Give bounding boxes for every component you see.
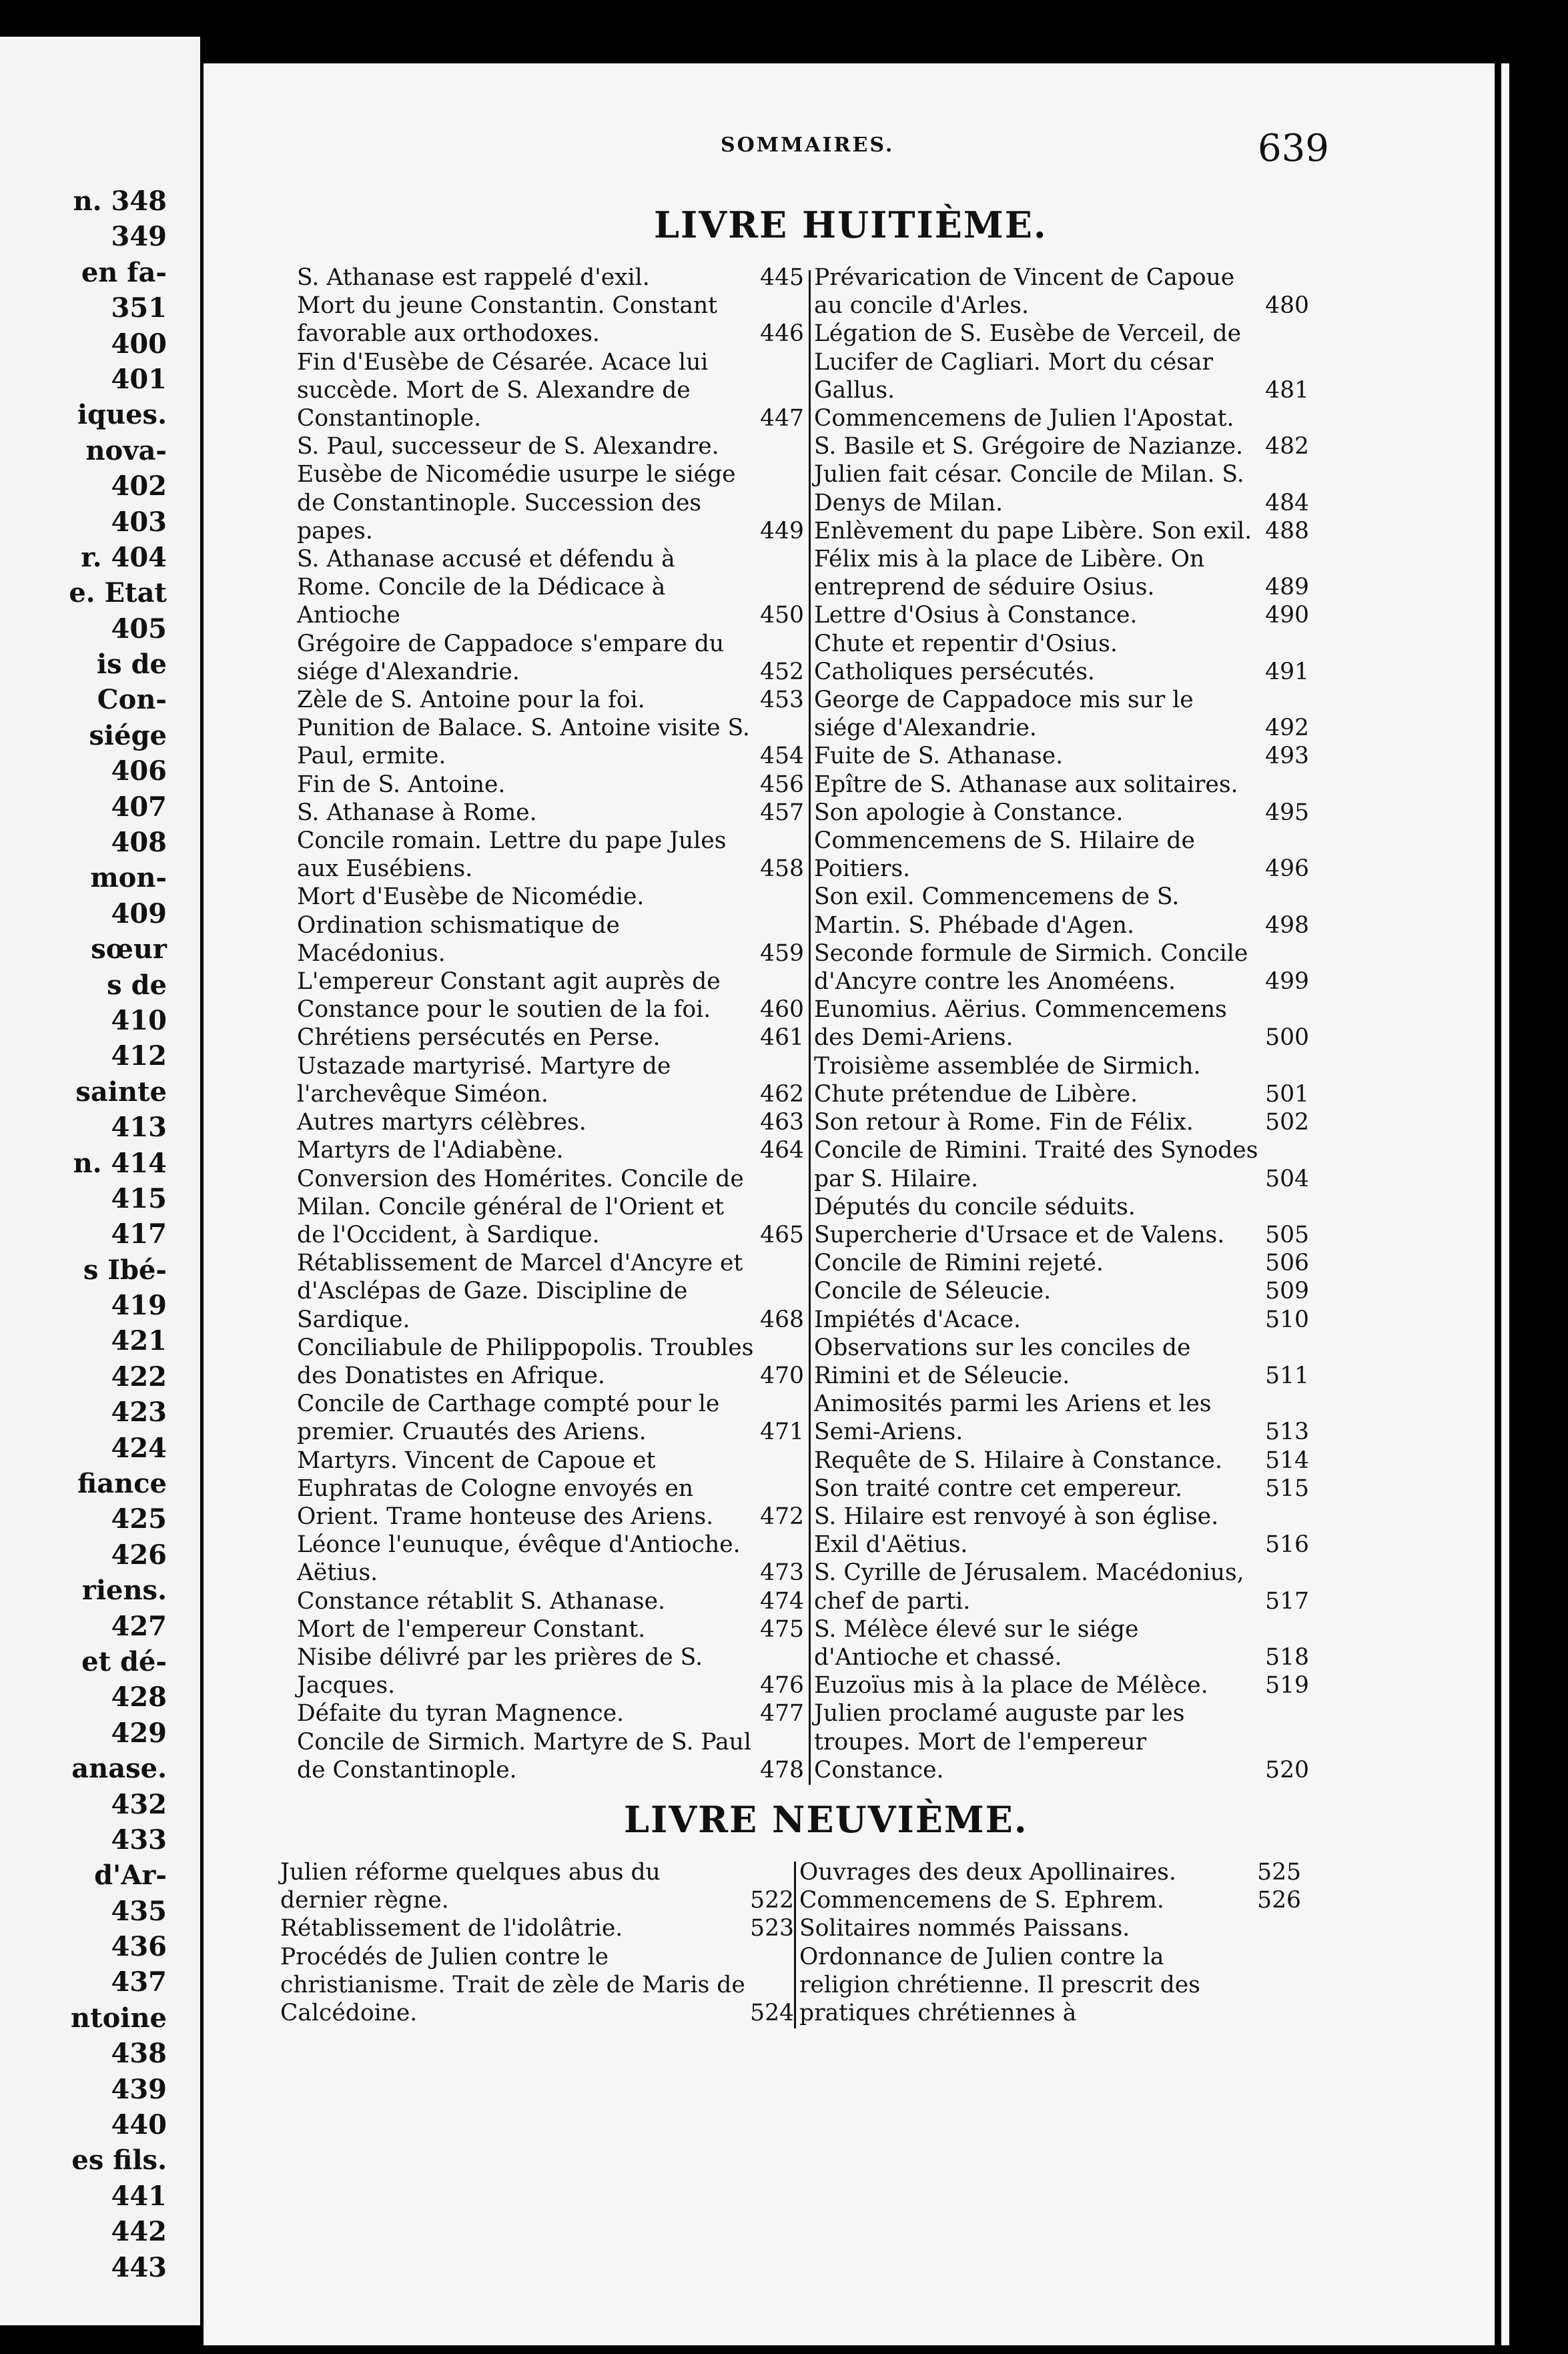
toc-entry-page: 478 (760, 1756, 804, 1784)
toc-entry-page: 463 (760, 1109, 804, 1136)
toc-entry-text: Punition de Balace. S. Antoine visite S. Paul, ermite. (297, 715, 750, 770)
toc-entry-page: 445 (760, 264, 804, 291)
toc-entry (814, 517, 1309, 545)
toc-entry-text: Ouvrages des deux Apollinaires. (799, 1859, 1176, 1886)
facing-page-line: is de (96, 649, 167, 680)
toc-entry-text: Nisibe délivré par les prières de S. Jacques. (297, 1643, 703, 1699)
toc-entry (297, 1699, 804, 1727)
toc-entry-page: 519 (1265, 1672, 1309, 1699)
toc-entry (297, 545, 804, 630)
page-edge (1509, 63, 1515, 2345)
toc-entry (814, 742, 1309, 770)
book8-left-column (297, 264, 804, 1784)
toc-entry (814, 601, 1309, 629)
toc-entry (814, 545, 1309, 601)
toc-entry-page: 462 (760, 1080, 804, 1108)
toc-entry-page: 472 (760, 1503, 804, 1530)
facing-page-line: anase. (71, 1753, 167, 1784)
toc-entry-text: Autres martyrs célèbres. (297, 1109, 586, 1136)
toc-entry-page: 456 (760, 771, 804, 798)
toc-entry (814, 1193, 1309, 1249)
toc-entry (297, 1249, 804, 1334)
toc-entry (297, 799, 804, 827)
toc-entry-text: Seconde formule de Sirmich. Concile d'Ancyre contre les Anoméens. (814, 939, 1248, 996)
facing-page-line: r. 404 (81, 542, 167, 573)
toc-entry (297, 264, 804, 292)
facing-page-line: n. 348 (73, 185, 167, 217)
toc-entry (814, 1249, 1309, 1277)
toc-entry-text: S. Hilaire est renvoyé à son église. Exil d'Aëtius. (814, 1503, 1219, 1559)
toc-entry-page: 460 (760, 996, 804, 1024)
facing-page-line: 349 (111, 221, 167, 252)
page-edge (1495, 63, 1501, 2345)
toc-entry (814, 1136, 1309, 1192)
facing-page-line: 438 (111, 2038, 167, 2069)
column-divider (809, 270, 811, 1785)
toc-entry-page: 513 (1265, 1419, 1309, 1446)
toc-entry (814, 404, 1309, 460)
toc-entry-text: Commencemens de S. Ephrem. (799, 1887, 1164, 1914)
toc-entry-text: Chrétiens persécutés en Perse. (297, 1024, 661, 1052)
toc-entry-text: Concile de Sirmich. Martyre de S. Paul de Constantinople. (297, 1728, 751, 1784)
facing-page-line: 428 (111, 1681, 167, 1713)
toc-entry-text: Solitaires nommés Paissans. Ordonnance de Julien contre la religion chrétienne. Il prescrit des pratiques chrétiennes à (799, 1915, 1200, 2027)
facing-page-line: 405 (111, 613, 167, 645)
toc-entry-text: S. Mélèce élevé sur le siége d'Antioche et chassé. (814, 1615, 1139, 1671)
toc-entry-text: Observations sur les conciles de Rimini et de Séleucie. (814, 1334, 1191, 1389)
toc-entry-page: 509 (1265, 1278, 1309, 1305)
toc-entry-text: Commencemens de S. Hilaire de Poitiers. (814, 827, 1195, 883)
toc-entry-text: Julien réforme quelques abus du dernier règne. (280, 1859, 661, 1914)
toc-entry-text: Commencemens de Julien l'Apostat. S. Basile et S. Grégoire de Nazianze. (814, 405, 1244, 460)
facing-page-line: e. Etat (69, 577, 167, 609)
toc-entry (297, 1052, 804, 1108)
facing-page-line: 423 (111, 1397, 167, 1428)
facing-page-line: 419 (111, 1290, 167, 1321)
toc-entry (814, 771, 1309, 827)
facing-page-line: 403 (111, 506, 167, 538)
toc-entry-text: S. Paul, successeur de S. Alexandre. Eusèbe de Nicomédie usurpe le siége de Constantinople. Succession des papes. (297, 433, 736, 544)
toc-entry-page: 449 (760, 517, 804, 544)
toc-entry-text: Constance rétablit S. Athanase. (297, 1587, 665, 1615)
toc-entry-page: 500 (1265, 1024, 1309, 1052)
facing-page-line: 409 (111, 898, 167, 929)
toc-entry-text: Julien fait césar. Concile de Milan. S. Denys de Milan. (814, 461, 1244, 516)
toc-entry-text: Requête de S. Hilaire à Constance. (814, 1447, 1222, 1474)
toc-entry-page: 524 (750, 2000, 794, 2027)
toc-entry (814, 1671, 1309, 1699)
toc-entry-page: 505 (1265, 1221, 1309, 1248)
toc-entry (814, 996, 1309, 1052)
toc-entry (280, 1943, 794, 2028)
toc-entry-text: Impiétés d'Acace. (814, 1306, 1021, 1333)
toc-entry-page: 499 (1265, 968, 1309, 996)
facing-page-line: 422 (111, 1361, 167, 1393)
facing-page-line: sœur (91, 933, 167, 965)
facing-page-line: 421 (111, 1325, 167, 1356)
toc-entry-text: Procédés de Julien contre le christianisme. Trait de zèle de Maris de Calcédoine. (280, 1943, 745, 2027)
toc-entry (297, 771, 804, 799)
toc-entry-page: 484 (1265, 489, 1309, 516)
toc-entry-text: Concile de Rimini. Traité des Synodes par S. Hilaire. (814, 1137, 1258, 1192)
toc-entry (297, 1531, 804, 1587)
toc-entry (814, 630, 1309, 686)
toc-entry (814, 1447, 1309, 1475)
toc-entry-text: Félix mis à la place de Libère. On entreprend de séduire Osius. (814, 546, 1205, 601)
toc-entry (297, 1447, 804, 1531)
toc-entry-text: Conciliabule de Philippopolis. Troubles des Donatistes en Afrique. (297, 1334, 754, 1389)
facing-page-line: 417 (111, 1218, 167, 1250)
toc-entry (297, 714, 804, 770)
toc-entry-text: Eunomius. Aërius. Commencemens des Demi-Ariens. (814, 996, 1227, 1052)
toc-entry (297, 1728, 804, 1784)
toc-entry-page: 446 (760, 320, 804, 348)
toc-entry-text: Enlèvement du pape Libère. Son exil. (814, 517, 1252, 544)
facing-page-line: 439 (111, 2074, 167, 2105)
toc-entry-page: 515 (1265, 1475, 1309, 1502)
toc-entry (297, 1615, 804, 1643)
toc-entry (280, 1858, 794, 1914)
toc-entry-page: 461 (760, 1024, 804, 1052)
toc-entry (297, 1587, 804, 1615)
toc-entry (297, 1136, 804, 1164)
toc-entry-page: 488 (1265, 517, 1309, 544)
column-divider (794, 1862, 796, 2028)
toc-entry-text: Mort de l'empereur Constant. (297, 1615, 646, 1643)
facing-page-line: 435 (111, 1896, 167, 1927)
toc-entry-text: Léonce l'eunuque, évêque d'Antioche. Aëtius. (297, 1531, 741, 1587)
facing-page-line: 407 (111, 791, 167, 823)
toc-entry (297, 1334, 804, 1390)
toc-entry-page: 501 (1265, 1080, 1309, 1108)
facing-page-line: nova- (85, 435, 167, 466)
facing-page-line: mon- (90, 862, 167, 893)
facing-page-line: 433 (111, 1824, 167, 1856)
toc-entry (814, 1277, 1309, 1305)
toc-entry-text: S. Cyrille de Jérusalem. Macédonius, chef de parti. (814, 1559, 1244, 1615)
toc-entry (297, 1390, 804, 1446)
facing-page-line: 440 (111, 2109, 167, 2140)
toc-entry-page: 516 (1265, 1531, 1309, 1559)
toc-entry-text: Mort du jeune Constantin. Constant favorable aux orthodoxes. (297, 292, 718, 348)
toc-entry-page: 480 (1265, 292, 1309, 320)
facing-page-line: s de (107, 969, 167, 1001)
facing-page-line: 410 (111, 1005, 167, 1036)
toc-entry-page: 522 (750, 1887, 794, 1914)
facing-page-line: 415 (111, 1183, 167, 1214)
facing-page-line: 400 (111, 328, 167, 360)
toc-entry-page: 447 (760, 405, 804, 432)
toc-entry (814, 1052, 1309, 1108)
toc-entry-page: 504 (1265, 1165, 1309, 1192)
toc-entry-text: Animosités parmi les Ariens et les Semi-Ariens. (814, 1391, 1212, 1446)
facing-page-line: 432 (111, 1789, 167, 1820)
running-head: SOMMAIRES. (721, 133, 895, 157)
facing-page-line: 425 (111, 1503, 167, 1535)
toc-entry-page: 454 (760, 743, 804, 770)
toc-entry-page: 482 (1265, 433, 1309, 460)
facing-page-line: s Ibé- (83, 1254, 167, 1286)
toc-entry (814, 1559, 1309, 1615)
toc-entry (297, 292, 804, 348)
facing-page-line: et dé- (81, 1646, 167, 1677)
page-edge (1523, 63, 1527, 2345)
toc-entry-text: Concile romain. Lettre du pape Jules aux Eusébiens. (297, 827, 727, 883)
facing-page-line: 427 (111, 1611, 167, 1642)
toc-entry-page: 506 (1265, 1250, 1309, 1277)
toc-entry-page: 523 (750, 1915, 794, 1942)
toc-entry-text: Martyrs. Vincent de Capoue et Euphratas de Cologne envoyés en Orient. Trame honteuse des Ariens. (297, 1447, 714, 1530)
toc-entry (297, 1024, 804, 1052)
toc-entry-text: Fin de S. Antoine. (297, 771, 506, 798)
toc-entry-text: Conversion des Homérites. Concile de Milan. Concile général de l'Orient et de l'Occident, à Sardique. (297, 1165, 744, 1248)
facing-page-line: n. 414 (73, 1148, 167, 1179)
toc-entry (297, 967, 804, 1024)
toc-entry-page: 517 (1265, 1587, 1309, 1615)
toc-entry-page: 464 (760, 1137, 804, 1164)
toc-entry-text: Concile de Rimini rejeté. (814, 1250, 1104, 1277)
toc-entry-page: 491 (1265, 658, 1309, 685)
toc-entry-text: Concile de Séleucie. (814, 1278, 1052, 1305)
toc-entry-text: S. Athanase à Rome. (297, 799, 537, 826)
toc-entry (799, 1886, 1301, 1914)
toc-entry-page: 458 (760, 855, 804, 883)
facing-page-line: fiance (77, 1468, 167, 1499)
toc-entry-page: 471 (760, 1419, 804, 1446)
toc-entry (814, 939, 1309, 996)
toc-entry (280, 1914, 794, 1942)
toc-entry-text: Prévarication de Vincent de Capoue au concile d'Arles. (814, 264, 1235, 320)
toc-entry-page: 450 (760, 602, 804, 629)
toc-entry (814, 1615, 1309, 1671)
toc-entry-page: 493 (1265, 743, 1309, 770)
toc-entry (799, 1914, 1301, 2027)
facing-page-line: sainte (75, 1076, 167, 1108)
toc-entry-text: Concile de Carthage compté pour le premier. Cruautés des Ariens. (297, 1391, 720, 1446)
toc-entry-text: Mort d'Eusèbe de Nicomédie. Ordination schismatique de Macédonius. (297, 883, 645, 967)
facing-page-line: iques. (77, 399, 167, 430)
toc-entry-text: S. Athanase est rappelé d'exil. (297, 264, 650, 291)
toc-entry-page: 498 (1265, 911, 1309, 939)
toc-entry-page: 453 (760, 687, 804, 714)
toc-entry-text: Son traité contre cet empereur. (814, 1475, 1182, 1502)
facing-page-line: 436 (111, 1931, 167, 1962)
toc-entry (297, 883, 804, 967)
toc-entry-page: 496 (1265, 855, 1309, 883)
facing-page-line: 442 (111, 2216, 167, 2247)
facing-page-line: ntoine (71, 2002, 167, 2034)
toc-entry-text: Rétablissement de Marcel d'Ancyre et d'Asclépas de Gaze. Discipline de Sardique. (297, 1250, 743, 1333)
facing-page-line: 443 (111, 2252, 167, 2283)
facing-page-line: siége (89, 720, 167, 751)
toc-entry-page: 489 (1265, 574, 1309, 601)
toc-entry-text: Défaite du tyran Magnence. (297, 1700, 625, 1727)
toc-entry (297, 432, 804, 545)
toc-entry (814, 883, 1309, 939)
toc-entry-page: 511 (1265, 1362, 1309, 1389)
toc-entry-text: Martyrs de l'Adiabène. (297, 1137, 564, 1164)
book-title-9: LIVRE NEUVIÈME. (624, 1798, 1028, 1841)
toc-entry-text: Chute et repentir d'Osius. Catholiques persécutés. (814, 630, 1118, 685)
facing-page-line: 413 (111, 1112, 167, 1143)
toc-entry (297, 348, 804, 433)
toc-entry-page: 465 (760, 1221, 804, 1248)
toc-entry-text: Son exil. Commencemens de S. Martin. S. Phébade d'Agen. (814, 883, 1180, 939)
toc-entry-text: Son retour à Rome. Fin de Félix. (814, 1109, 1194, 1136)
toc-entry (814, 686, 1309, 742)
toc-entry-text: Troisième assemblée de Sirmich. Chute prétendue de Libère. (814, 1052, 1201, 1108)
toc-entry-page: 526 (1257, 1887, 1301, 1914)
book9-left-column (280, 1858, 794, 2027)
facing-page-line: 402 (111, 470, 167, 502)
toc-entry-text: Euzoïus mis à la place de Mélèce. (814, 1672, 1208, 1699)
toc-entry-text: Grégoire de Cappadoce s'empare du siége d'Alexandrie. (297, 630, 725, 685)
toc-entry-page: 492 (1265, 715, 1309, 742)
facing-page-line: 441 (111, 2181, 167, 2212)
facing-page-line: en fa- (81, 257, 167, 288)
facing-page-line: riens. (81, 1575, 167, 1606)
toc-entry-page: 518 (1265, 1643, 1309, 1671)
toc-entry (799, 1858, 1301, 1886)
toc-entry-text: Julien proclamé auguste par les troupes. Mort de l'empereur Constance. (814, 1700, 1185, 1784)
toc-entry-text: Epître de S. Athanase aux solitaires. Son apologie à Constance. (814, 771, 1238, 826)
toc-entry (814, 827, 1309, 883)
facing-page-line: es fils. (71, 2144, 167, 2176)
toc-entry-text: Fuite de S. Athanase. (814, 743, 1064, 770)
toc-entry-text: Zèle de S. Antoine pour la foi. (297, 687, 645, 714)
facing-page-line: Con- (97, 684, 167, 715)
toc-entry (297, 1165, 804, 1250)
book9-right-column (799, 1858, 1301, 2027)
toc-entry-page: 474 (760, 1587, 804, 1615)
toc-entry-page: 459 (760, 939, 804, 967)
facing-page-line: 426 (111, 1539, 167, 1571)
toc-entry-page: 495 (1265, 799, 1309, 826)
facing-page-line: 351 (111, 292, 167, 324)
facing-page-fragment (0, 37, 200, 2325)
toc-entry-text: Ustazade martyrisé. Martyre de l'archevêque Siméon. (297, 1052, 671, 1108)
toc-entry-page: 490 (1265, 602, 1309, 629)
toc-entry-text: L'empereur Constant agit auprès de Constance pour le soutien de la foi. (297, 968, 721, 1024)
toc-entry-page: 452 (760, 658, 804, 685)
toc-entry (814, 1108, 1309, 1136)
toc-entry-text: George de Cappadoce mis sur le siége d'Alexandrie. (814, 687, 1194, 742)
toc-entry-text: Rétablissement de l'idolâtrie. (280, 1915, 623, 1942)
toc-entry (297, 686, 804, 714)
toc-entry (297, 1643, 804, 1699)
book-title-8: LIVRE HUITIÈME. (654, 204, 1048, 246)
toc-entry-page: 470 (760, 1362, 804, 1389)
toc-entry-page: 502 (1265, 1109, 1309, 1136)
toc-entry (814, 1475, 1309, 1503)
toc-entry (297, 827, 804, 883)
toc-entry-text: Légation de S. Eusèbe de Verceil, de Lucifer de Cagliari. Mort du césar Gallus. (814, 320, 1242, 404)
facing-page-line: 412 (111, 1040, 167, 1072)
page-number: 639 (1258, 127, 1329, 170)
toc-entry-page: 520 (1265, 1756, 1309, 1784)
facing-page-line: 406 (111, 755, 167, 787)
toc-entry-page: 525 (1257, 1859, 1301, 1886)
facing-page-line: d'Ar- (94, 1860, 167, 1891)
toc-entry-text: Lettre d'Osius à Constance. (814, 602, 1138, 629)
toc-entry (297, 630, 804, 686)
facing-page-line: 401 (111, 364, 167, 395)
facing-page-line: 424 (111, 1433, 167, 1464)
toc-entry (814, 1306, 1309, 1334)
toc-entry (814, 1699, 1309, 1784)
toc-entry-text: Députés du concile séduits. Supercherie d'Ursace et de Valens. (814, 1193, 1225, 1248)
facing-page-line: 408 (111, 827, 167, 858)
toc-entry-text: Fin d'Eusèbe de Césarée. Acace lui succède. Mort de S. Alexandre de Constantinople. (297, 348, 709, 432)
toc-entry-page: 510 (1265, 1306, 1309, 1333)
toc-entry-page: 468 (760, 1306, 804, 1333)
toc-entry-page: 476 (760, 1672, 804, 1699)
toc-entry (814, 1503, 1309, 1559)
toc-entry (297, 1108, 804, 1136)
toc-entry (814, 320, 1309, 404)
toc-entry (814, 264, 1309, 320)
toc-entry-page: 477 (760, 1700, 804, 1727)
toc-entry (814, 1334, 1309, 1390)
toc-entry-page: 473 (760, 1559, 804, 1587)
toc-entry-page: 514 (1265, 1447, 1309, 1474)
book8-right-column (814, 264, 1309, 1784)
toc-entry-page: 481 (1265, 376, 1309, 404)
facing-page-line: 437 (111, 1966, 167, 1998)
toc-entry-page: 475 (760, 1615, 804, 1643)
toc-entry-page: 457 (760, 799, 804, 826)
toc-entry (814, 1390, 1309, 1446)
toc-entry (814, 460, 1309, 516)
toc-entry-text: S. Athanase accusé et défendu à Rome. Concile de la Dédicace à Antioche (297, 546, 675, 629)
facing-page-line: 429 (111, 1717, 167, 1749)
